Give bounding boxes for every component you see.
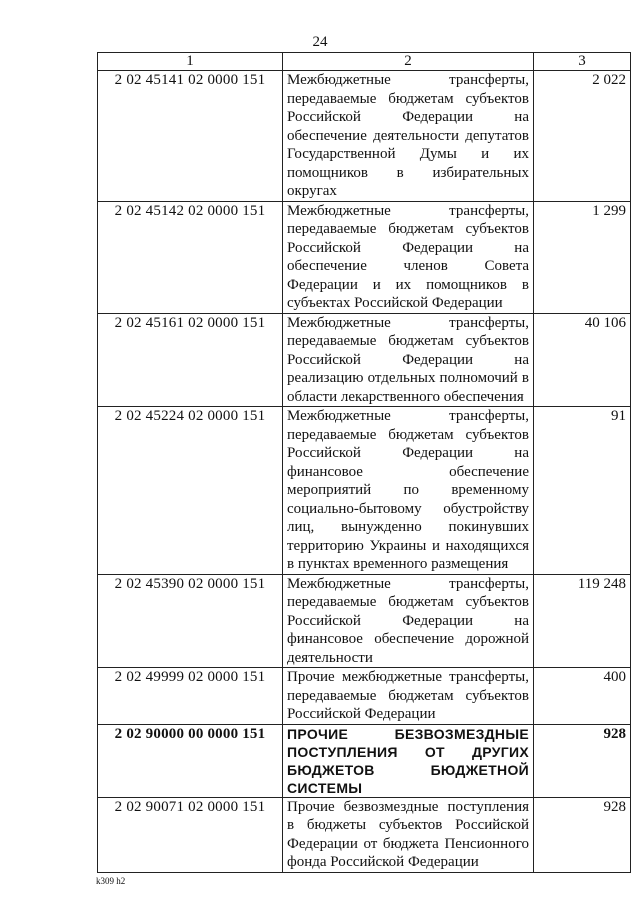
row-description: Прочие межбюджетные трансферты, передаваемые бюджетам субъектов Российской Федерации <box>283 668 534 725</box>
row-description: Межбюджетные трансферты, передаваемые бюджетам субъектов Российской Федерации на обеспечение членов Совета Федерации и их помощников в субъектах Российской Федерации <box>283 201 534 313</box>
row-code: 2 02 45141 02 0000 151 <box>98 71 283 202</box>
row-code: 2 02 90071 02 0000 151 <box>98 797 283 872</box>
column-header-description: 2 <box>283 53 534 71</box>
row-amount: 928 <box>534 797 631 872</box>
row-description: Прочие безвозмездные поступления в бюджеты субъектов Российской Федерации от бюджета Пенсионного фонда Российской Федерации <box>283 797 534 872</box>
table-row <box>98 668 631 725</box>
row-amount: 91 <box>534 407 631 575</box>
row-description: ПРОЧИЕ БЕЗВОЗМЕЗДНЫЕ ПОСТУПЛЕНИЯ ОТ ДРУГИХ БЮДЖЕТОВ БЮДЖЕТНОЙ СИСТЕМЫ <box>283 724 534 797</box>
column-header-code: 1 <box>98 53 283 71</box>
table-row <box>98 407 631 575</box>
row-code: 2 02 45224 02 0000 151 <box>98 407 283 575</box>
row-amount: 400 <box>534 668 631 725</box>
row-code: 2 02 90000 00 0000 151 <box>98 724 283 797</box>
row-code: 2 02 45142 02 0000 151 <box>98 201 283 313</box>
row-amount: 928 <box>534 724 631 797</box>
page-number: 24 <box>312 34 328 50</box>
row-description: Межбюджетные трансферты, передаваемые бюджетам субъектов Российской Федерации на реализацию отдельных полномочий в области лекарственного обеспечения <box>283 313 534 407</box>
row-code: 2 02 45161 02 0000 151 <box>98 313 283 407</box>
table-row <box>98 797 631 872</box>
table-header-row <box>98 53 631 71</box>
table-row <box>98 574 631 668</box>
row-description: Межбюджетные трансферты, передаваемые бюджетам субъектов Российской Федерации на обеспечение деятельности депутатов Государственной Думы и их помощников в избирательных округах <box>283 71 534 202</box>
row-amount: 1 299 <box>534 201 631 313</box>
row-amount: 2 022 <box>534 71 631 202</box>
row-amount: 40 106 <box>534 313 631 407</box>
table-row <box>98 313 631 407</box>
column-header-amount: 3 <box>534 53 631 71</box>
row-description: Межбюджетные трансферты, передаваемые бюджетам субъектов Российской Федерации на финансовое обеспечение дорожной деятельности <box>283 574 534 668</box>
row-code: 2 02 49999 02 0000 151 <box>98 668 283 725</box>
row-amount: 119 248 <box>534 574 631 668</box>
table-row <box>98 71 631 202</box>
table-row-section-total <box>98 724 631 797</box>
budget-table <box>97 52 631 873</box>
row-code: 2 02 45390 02 0000 151 <box>98 574 283 668</box>
footer-mark: k309 h2 <box>96 876 126 886</box>
row-description: Межбюджетные трансферты, передаваемые бюджетам субъектов Российской Федерации на финансовое обеспечение мероприятий по временному социально-бытовому обустройству лиц, вынужденно покинувших территорию Украины и находящихся в пунктах временного размещения <box>283 407 534 575</box>
table-row <box>98 201 631 313</box>
